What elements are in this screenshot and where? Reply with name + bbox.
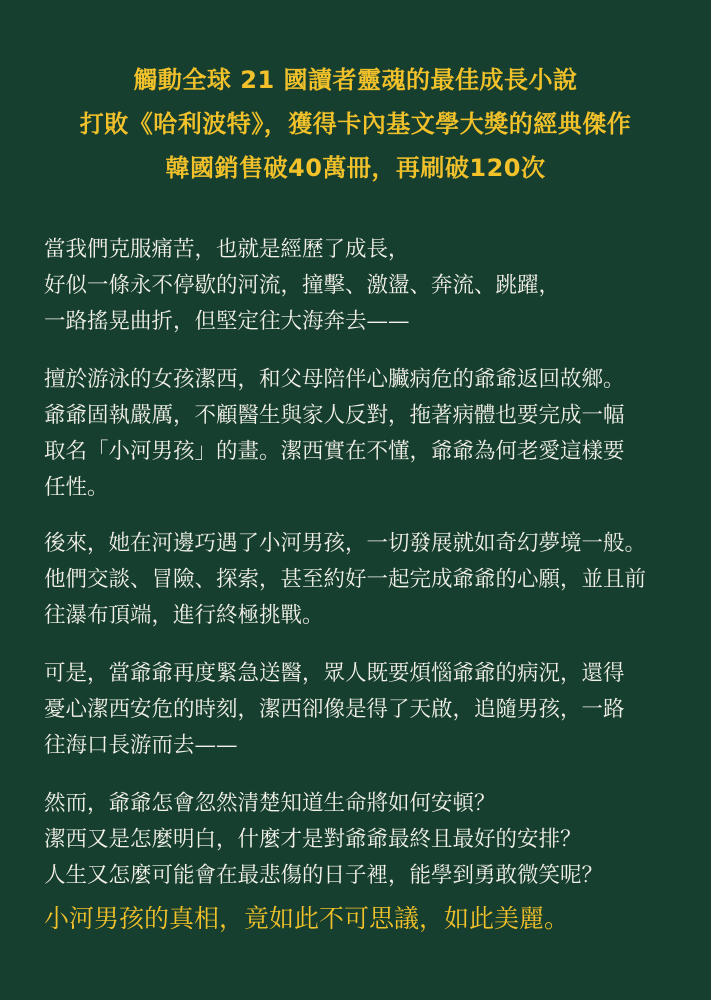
headline-1: 觸動全球 21 國讀者靈魂的最佳成長小說 — [133, 66, 578, 94]
paragraph-line: 擅於游泳的女孩潔西，和父母陪伴心臟病危的爺爺返回故鄉。 — [44, 367, 625, 392]
paragraph-questions — [44, 786, 680, 894]
headline-3: 韓國銷售破40萬冊，再刷破120次 — [165, 154, 546, 182]
paragraph-line: 可是，當爺爺再度緊急送醫，眾人既要煩惱爺爺的病況，還得 — [44, 661, 625, 686]
closing-tagline: 小河男孩的真相，竟如此不可思議，如此美麗。 — [44, 904, 570, 933]
paragraph-line: 一路搖晃曲折，但堅定往大海奔去—— — [44, 309, 410, 334]
paragraph-line: 後來，她在河邊巧遇了小河男孩，一切發展就如奇幻夢境一般。 — [44, 531, 647, 556]
paragraph-encounter — [44, 526, 680, 634]
paragraph-line: 任性。 — [44, 475, 109, 500]
paragraph-line: 往瀑布頂端，進行終極挑戰。 — [44, 603, 324, 628]
paragraph-line: 當我們克服痛苦，也就是經歷了成長， — [44, 237, 410, 262]
paragraph-intro — [44, 232, 680, 340]
paragraph-line: 然而，爺爺怎會忽然清楚知道生命將如何安頓？ — [44, 791, 496, 816]
paragraph-line: 潔西又是怎麼明白，什麼才是對爺爺最終且最好的安排？ — [44, 827, 582, 852]
headline-block — [0, 58, 711, 190]
headline-2: 打敗《哈利波特》，獲得卡內基文學大獎的經典傑作 — [79, 110, 632, 138]
paragraph-line: 爺爺固執嚴厲，不顧醫生與家人反對，拖著病體也要完成一幅 — [44, 403, 625, 428]
paragraph-line: 憂心潔西安危的時刻，潔西卻像是得了天啟，追隨男孩，一路 — [44, 697, 625, 722]
paragraph-line: 人生又怎麼可能會在最悲傷的日子裡，能學到勇敢微笑呢？ — [44, 863, 604, 888]
paragraph-crisis — [44, 656, 680, 764]
paragraph-line: 他們交談、冒險、探索，甚至約好一起完成爺爺的心願，並且前 — [44, 567, 647, 592]
paragraph-line: 取名「小河男孩」的畫。潔西實在不懂，爺爺為何老愛這樣要 — [44, 439, 625, 464]
paragraph-line: 好似一條永不停歇的河流，撞擊、激盪、奔流、跳躍， — [44, 273, 561, 298]
paragraph-line: 往海口長游而去—— — [44, 733, 238, 758]
paragraph-story-setup — [44, 362, 680, 506]
synopsis — [44, 232, 680, 916]
